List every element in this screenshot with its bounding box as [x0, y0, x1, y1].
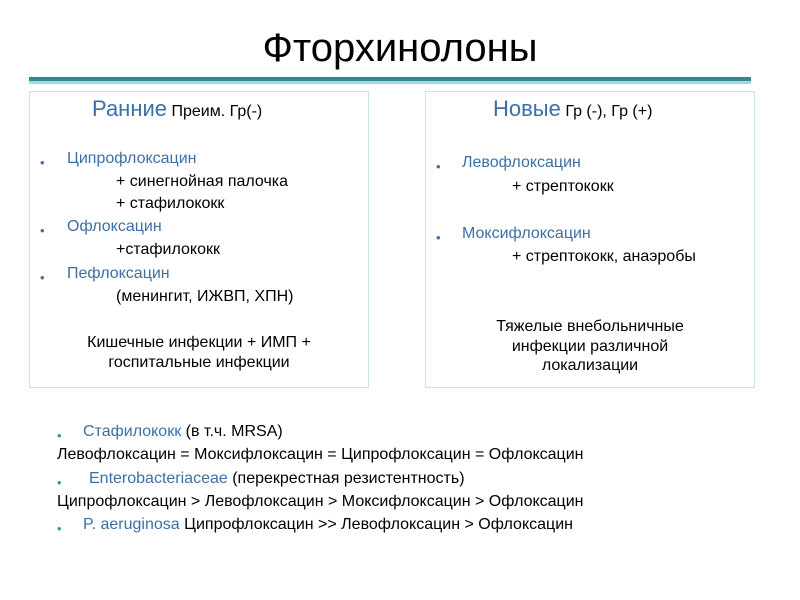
entero-label: Enterobacteriaceae	[89, 470, 228, 487]
early-summary: Кишечные инфекции + ИМП +	[87, 334, 311, 351]
entero-header	[89, 470, 465, 488]
bullet-icon: •	[40, 155, 45, 170]
pseudomonas-line	[83, 516, 573, 534]
drug-note: +стафилококк	[116, 241, 220, 258]
drug-note: + стрептококк	[512, 178, 614, 195]
bullet-icon: •	[436, 159, 441, 174]
new-summary: Тяжелые внебольничные	[496, 318, 684, 335]
staph-ranking: Левофлоксацин = Моксифлоксацин = Ципрофлоксацин = Офлоксацин	[57, 446, 584, 463]
drug-note: + синегнойная палочка	[116, 173, 289, 190]
staph-header	[83, 423, 283, 441]
pseudomonas-label: P. aeruginosa	[83, 516, 180, 533]
drug-note: (менингит, ИЖВП, ХПН)	[116, 288, 294, 305]
bullet-icon: •	[40, 270, 45, 285]
early-heading	[92, 96, 262, 122]
drug-note: + стафилококк	[116, 195, 225, 212]
early-heading-title: Ранние	[92, 96, 168, 121]
staph-label: Стафилококк	[83, 423, 182, 440]
new-heading	[493, 96, 652, 122]
bullet-icon: •	[57, 428, 62, 443]
bullet-icon: •	[436, 230, 441, 245]
drug-ofloxacin: Офлоксацин	[67, 218, 162, 235]
new-summary: локализации	[541, 357, 639, 374]
bullet-icon: •	[57, 475, 62, 490]
entero-note: (перекрестная резистентность)	[232, 470, 465, 487]
page-title: Фторхинолоны	[262, 26, 538, 70]
title-divider-light	[29, 81, 751, 84]
new-summary: инфекции различной	[511, 338, 669, 355]
staph-note: (в т.ч. MRSA)	[185, 423, 283, 440]
drug-note: + стрептококк, анаэробы	[512, 248, 696, 265]
drug-levofloxacin: Левофлоксацин	[462, 154, 581, 171]
early-heading-note: Преим. Гр(-)	[171, 103, 263, 120]
drug-moxifloxacin: Моксифлоксацин	[462, 225, 591, 242]
early-summary: госпитальные инфекции	[108, 354, 290, 371]
new-heading-title: Новые	[493, 96, 561, 121]
pseudomonas-ranking: Ципрофлоксацин >> Левофлоксацин > Офлоксацин	[184, 516, 573, 533]
new-heading-note: Гр (-), Гр (+)	[565, 103, 653, 120]
entero-ranking: Ципрофлоксацин > Левофлоксацин > Моксифлоксацин > Офлоксацин	[57, 493, 584, 510]
drug-pefloxacin: Пефлоксацин	[67, 265, 170, 282]
bullet-icon: •	[40, 223, 45, 238]
drug-ciprofloxacin: Ципрофлоксацин	[67, 150, 197, 167]
bullet-icon: •	[57, 521, 62, 536]
